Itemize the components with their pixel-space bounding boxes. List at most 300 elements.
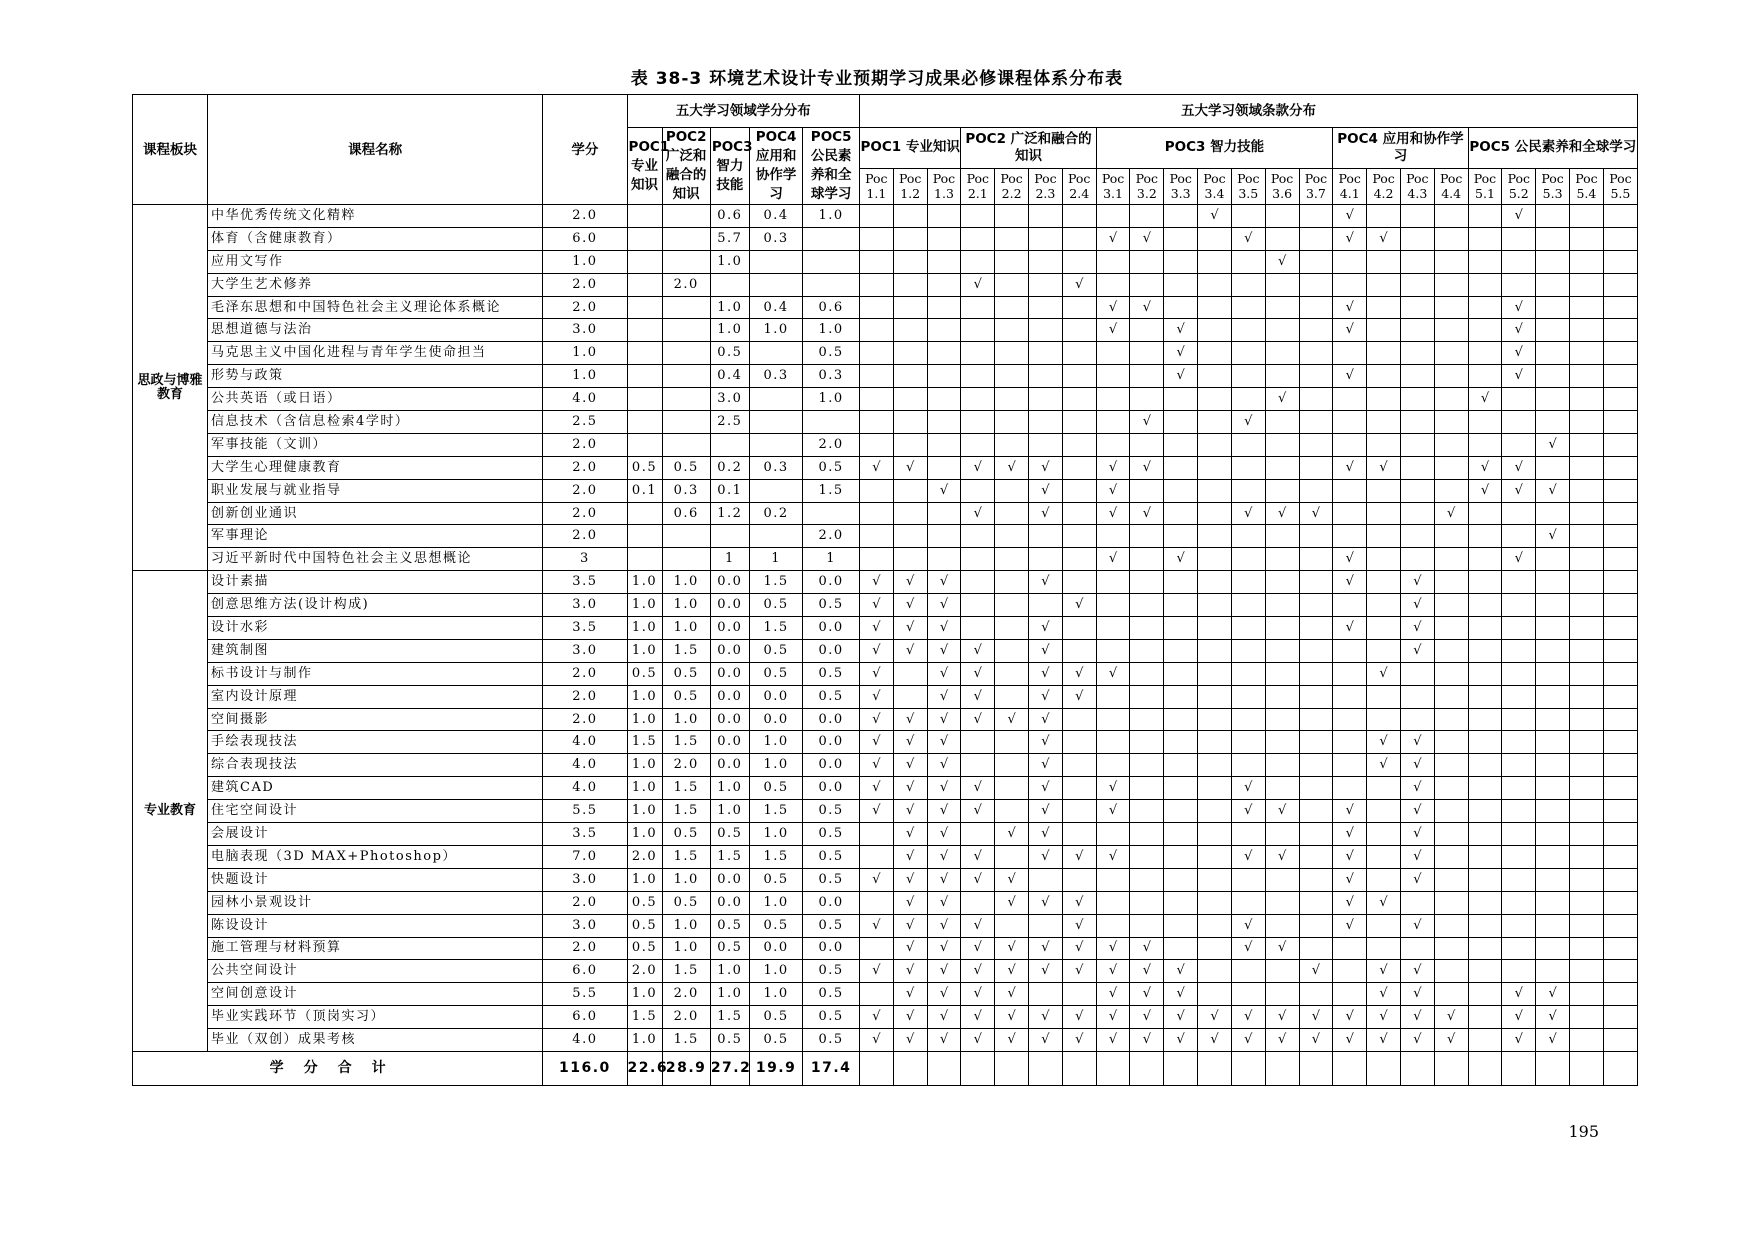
course-credits: 3.5: [543, 823, 627, 846]
check-mark: √: [927, 708, 961, 731]
check-mark: √: [927, 983, 961, 1006]
empty-cell: [1096, 639, 1130, 662]
check-mark: √: [927, 754, 961, 777]
course-credits: 4.0: [543, 1029, 627, 1052]
empty-cell: [1130, 525, 1164, 548]
check-mark: √: [927, 662, 961, 685]
check-mark: √: [1502, 342, 1536, 365]
check-mark: √: [893, 594, 927, 617]
empty-cell: [1062, 250, 1096, 273]
credit-dist-cell: [662, 411, 710, 434]
empty-cell: [1164, 731, 1198, 754]
table-row: [133, 205, 1638, 228]
course-name: 职业发展与就业指导: [208, 479, 543, 502]
empty-cell: [1130, 914, 1164, 937]
check-mark: √: [927, 823, 961, 846]
empty-cell: [1299, 594, 1333, 617]
empty-cell: [1096, 708, 1130, 731]
empty-cell: [1029, 983, 1063, 1006]
credit-dist-cell: 1.0: [710, 983, 749, 1006]
empty-cell: [1434, 388, 1468, 411]
check-mark: √: [893, 1029, 927, 1052]
header-poc-group: POC3 智力技能: [1096, 128, 1333, 169]
empty-cell: [1434, 617, 1468, 640]
check-mark: √: [995, 708, 1029, 731]
credit-dist-cell: 1.0: [662, 914, 710, 937]
check-mark: √: [1130, 502, 1164, 525]
empty-cell: [1603, 800, 1637, 823]
check-mark: √: [893, 456, 927, 479]
check-mark: √: [961, 960, 995, 983]
empty-cell: [1468, 937, 1502, 960]
check-mark: √: [1536, 525, 1570, 548]
empty-cell: [1502, 708, 1536, 731]
empty-cell: [927, 433, 961, 456]
empty-cell: [1333, 639, 1367, 662]
empty-cell: [1434, 594, 1468, 617]
check-mark: √: [893, 823, 927, 846]
table-row: [133, 1006, 1638, 1029]
check-mark: √: [927, 1029, 961, 1052]
check-mark: √: [1096, 1029, 1130, 1052]
empty-cell: [1231, 594, 1265, 617]
course-credits: 3.0: [543, 639, 627, 662]
empty-cell: [1231, 571, 1265, 594]
check-mark: √: [1096, 319, 1130, 342]
credit-dist-cell: 0.4: [749, 205, 802, 228]
credit-dist-cell: 0.5: [627, 662, 662, 685]
empty-cell: [1198, 502, 1232, 525]
empty-cell: [1333, 731, 1367, 754]
empty-cell: [859, 411, 893, 434]
credit-dist-cell: 1.0: [749, 823, 802, 846]
course-credits: 6.0: [543, 1006, 627, 1029]
credit-dist-cell: 1.0: [710, 960, 749, 983]
check-mark: √: [1231, 845, 1265, 868]
check-mark: √: [961, 914, 995, 937]
course-name: 手绘表现技法: [208, 731, 543, 754]
course-credits: 4.0: [543, 777, 627, 800]
empty-cell: [1062, 411, 1096, 434]
check-mark: √: [1536, 983, 1570, 1006]
empty-cell: [1603, 639, 1637, 662]
empty-cell: [1333, 777, 1367, 800]
empty-cell: [1164, 1051, 1198, 1085]
empty-cell: [1299, 319, 1333, 342]
empty-cell: [1130, 342, 1164, 365]
check-mark: √: [1029, 1006, 1063, 1029]
credit-dist-cell: 0.0: [803, 754, 860, 777]
empty-cell: [1434, 227, 1468, 250]
check-mark: √: [1029, 639, 1063, 662]
credit-dist-cell: 0.3: [662, 479, 710, 502]
empty-cell: [995, 296, 1029, 319]
empty-cell: [1265, 525, 1299, 548]
credit-dist-cell: 2.0: [662, 273, 710, 296]
empty-cell: [1299, 731, 1333, 754]
empty-cell: [995, 914, 1029, 937]
empty-cell: [1536, 960, 1570, 983]
empty-cell: [1603, 571, 1637, 594]
course-name: 大学生艺术修养: [208, 273, 543, 296]
check-mark: √: [1062, 937, 1096, 960]
check-mark: √: [995, 823, 1029, 846]
credit-dist-cell: [710, 525, 749, 548]
empty-cell: [1265, 617, 1299, 640]
check-mark: √: [1333, 365, 1367, 388]
empty-cell: [1570, 685, 1604, 708]
empty-cell: [1367, 205, 1401, 228]
empty-cell: [1164, 708, 1198, 731]
table-row: [133, 273, 1638, 296]
empty-cell: [1198, 754, 1232, 777]
credit-dist-cell: 0.2: [749, 502, 802, 525]
course-credits: 2.0: [543, 685, 627, 708]
credit-dist-cell: 1.5: [710, 845, 749, 868]
empty-cell: [1434, 250, 1468, 273]
empty-cell: [927, 548, 961, 571]
credit-dist-cell: 1.0: [627, 617, 662, 640]
check-mark: √: [927, 731, 961, 754]
check-mark: √: [1367, 731, 1401, 754]
credit-dist-cell: 1.0: [710, 250, 749, 273]
empty-cell: [1029, 1051, 1063, 1085]
course-credits: 2.0: [543, 456, 627, 479]
empty-cell: [1231, 754, 1265, 777]
empty-cell: [1400, 479, 1434, 502]
empty-cell: [961, 1051, 995, 1085]
empty-cell: [1299, 639, 1333, 662]
empty-cell: [927, 319, 961, 342]
credit-dist-cell: 1.0: [627, 1029, 662, 1052]
empty-cell: [1164, 845, 1198, 868]
credit-dist-cell: 1.0: [627, 571, 662, 594]
credit-dist-cell: 1.5: [627, 731, 662, 754]
empty-cell: [1468, 1051, 1502, 1085]
credit-dist-cell: 0.0: [803, 891, 860, 914]
check-mark: √: [927, 594, 961, 617]
empty-cell: [1265, 777, 1299, 800]
empty-cell: [1231, 273, 1265, 296]
credit-dist-cell: [627, 227, 662, 250]
empty-cell: [859, 250, 893, 273]
check-mark: √: [1367, 1006, 1401, 1029]
empty-cell: [1265, 433, 1299, 456]
header-poc-sub: Poc 1.3: [927, 168, 961, 204]
empty-cell: [961, 479, 995, 502]
empty-cell: [1130, 639, 1164, 662]
check-mark: √: [893, 845, 927, 868]
empty-cell: [1198, 960, 1232, 983]
empty-cell: [1468, 342, 1502, 365]
empty-cell: [995, 617, 1029, 640]
check-mark: √: [1164, 1029, 1198, 1052]
empty-cell: [1367, 548, 1401, 571]
total-row: [133, 1051, 1638, 1085]
course-credits: 3: [543, 548, 627, 571]
empty-cell: [1333, 960, 1367, 983]
check-mark: √: [1198, 1029, 1232, 1052]
empty-cell: [1400, 342, 1434, 365]
check-mark: √: [1062, 662, 1096, 685]
empty-cell: [893, 479, 927, 502]
empty-cell: [1603, 845, 1637, 868]
empty-cell: [893, 250, 927, 273]
course-name: 中华优秀传统文化精粹: [208, 205, 543, 228]
empty-cell: [859, 433, 893, 456]
credit-dist-cell: [749, 479, 802, 502]
check-mark: √: [893, 777, 927, 800]
empty-cell: [1367, 685, 1401, 708]
check-mark: √: [1164, 960, 1198, 983]
empty-cell: [1502, 800, 1536, 823]
empty-cell: [961, 342, 995, 365]
course-credits: 3.0: [543, 868, 627, 891]
check-mark: √: [1062, 960, 1096, 983]
empty-cell: [1400, 685, 1434, 708]
empty-cell: [1502, 777, 1536, 800]
empty-cell: [1198, 571, 1232, 594]
empty-cell: [1367, 639, 1401, 662]
empty-cell: [961, 296, 995, 319]
check-mark: √: [1029, 617, 1063, 640]
empty-cell: [893, 227, 927, 250]
empty-cell: [1096, 594, 1130, 617]
course-name: 信息技术（含信息检索4学时）: [208, 411, 543, 434]
header-credit-col: POC5 公民素养和全球学习: [803, 128, 860, 205]
check-mark: √: [1468, 456, 1502, 479]
empty-cell: [1434, 319, 1468, 342]
empty-cell: [1536, 708, 1570, 731]
empty-cell: [1434, 479, 1468, 502]
check-mark: √: [1333, 617, 1367, 640]
empty-cell: [995, 639, 1029, 662]
empty-cell: [1231, 1051, 1265, 1085]
empty-cell: [1603, 1051, 1637, 1085]
empty-cell: [1468, 983, 1502, 1006]
credit-dist-cell: 0.1: [627, 479, 662, 502]
check-mark: √: [1062, 685, 1096, 708]
check-mark: √: [1096, 548, 1130, 571]
credit-dist-cell: 5.7: [710, 227, 749, 250]
empty-cell: [1130, 731, 1164, 754]
check-mark: √: [1130, 456, 1164, 479]
course-name: 电脑表现（3D MAX+Photoshop）: [208, 845, 543, 868]
empty-cell: [893, 205, 927, 228]
empty-cell: [1570, 433, 1604, 456]
check-mark: √: [1400, 800, 1434, 823]
empty-cell: [1062, 342, 1096, 365]
empty-cell: [1130, 891, 1164, 914]
empty-cell: [1299, 433, 1333, 456]
check-mark: √: [1400, 571, 1434, 594]
empty-cell: [859, 548, 893, 571]
empty-cell: [995, 571, 1029, 594]
empty-cell: [1570, 411, 1604, 434]
empty-cell: [1333, 388, 1367, 411]
empty-cell: [1062, 777, 1096, 800]
check-mark: √: [1502, 319, 1536, 342]
empty-cell: [1536, 227, 1570, 250]
empty-cell: [1164, 296, 1198, 319]
check-mark: √: [1333, 1029, 1367, 1052]
empty-cell: [1231, 868, 1265, 891]
empty-cell: [859, 479, 893, 502]
empty-cell: [995, 319, 1029, 342]
empty-cell: [1096, 250, 1130, 273]
check-mark: √: [859, 800, 893, 823]
check-mark: √: [1029, 479, 1063, 502]
header-course: 课程名称: [208, 95, 543, 205]
block-name: 思政与博雅教育: [133, 205, 208, 571]
table-row: [133, 411, 1638, 434]
empty-cell: [859, 823, 893, 846]
check-mark: √: [1536, 479, 1570, 502]
empty-cell: [1367, 823, 1401, 846]
empty-cell: [1603, 479, 1637, 502]
empty-cell: [927, 227, 961, 250]
credit-dist-cell: 2.0: [803, 525, 860, 548]
empty-cell: [927, 273, 961, 296]
table-row: [133, 891, 1638, 914]
empty-cell: [1536, 937, 1570, 960]
course-name: 形势与政策: [208, 365, 543, 388]
empty-cell: [1299, 365, 1333, 388]
check-mark: √: [995, 1006, 1029, 1029]
credit-dist-cell: 0.5: [627, 914, 662, 937]
empty-cell: [1502, 685, 1536, 708]
check-mark: √: [1096, 800, 1130, 823]
course-credits: 2.0: [543, 479, 627, 502]
empty-cell: [859, 891, 893, 914]
check-mark: √: [1062, 845, 1096, 868]
credit-dist-cell: 0.5: [749, 1006, 802, 1029]
empty-cell: [1502, 960, 1536, 983]
course-name: 创新创业通识: [208, 502, 543, 525]
header-row: [133, 95, 1638, 128]
check-mark: √: [1400, 983, 1434, 1006]
course-name: 毛泽东思想和中国特色社会主义理论体系概论: [208, 296, 543, 319]
empty-cell: [1536, 731, 1570, 754]
check-mark: √: [1299, 960, 1333, 983]
page-number: 195: [1568, 1122, 1599, 1141]
credit-dist-cell: 0.0: [710, 594, 749, 617]
empty-cell: [1198, 891, 1232, 914]
credit-dist-cell: 2.0: [627, 960, 662, 983]
check-mark: √: [1198, 1006, 1232, 1029]
empty-cell: [1468, 273, 1502, 296]
check-mark: √: [1029, 823, 1063, 846]
course-name: 应用文写作: [208, 250, 543, 273]
credit-dist-cell: 0.0: [803, 617, 860, 640]
empty-cell: [1570, 1051, 1604, 1085]
empty-cell: [1434, 754, 1468, 777]
empty-cell: [1164, 388, 1198, 411]
empty-cell: [927, 456, 961, 479]
empty-cell: [1265, 914, 1299, 937]
empty-cell: [893, 273, 927, 296]
check-mark: √: [1130, 960, 1164, 983]
empty-cell: [1164, 479, 1198, 502]
empty-cell: [1603, 296, 1637, 319]
credit-dist-cell: [627, 342, 662, 365]
check-mark: √: [1231, 800, 1265, 823]
empty-cell: [1468, 891, 1502, 914]
credit-dist-cell: 3.0: [710, 388, 749, 411]
credit-dist-cell: 1.0: [627, 708, 662, 731]
credit-dist-cell: 0.5: [749, 914, 802, 937]
empty-cell: [1198, 433, 1232, 456]
empty-cell: [1468, 639, 1502, 662]
empty-cell: [1265, 708, 1299, 731]
credit-dist-cell: 0.0: [749, 937, 802, 960]
header-poc-group: POC5 公民素养和全球学习: [1468, 128, 1637, 169]
credit-dist-cell: [662, 525, 710, 548]
empty-cell: [1367, 479, 1401, 502]
credit-dist-cell: 0.5: [710, 937, 749, 960]
empty-cell: [1434, 273, 1468, 296]
empty-cell: [1096, 891, 1130, 914]
empty-cell: [1570, 296, 1604, 319]
empty-cell: [1434, 845, 1468, 868]
check-mark: √: [927, 868, 961, 891]
check-mark: √: [1502, 365, 1536, 388]
credit-dist-cell: [627, 273, 662, 296]
header-credit-col: POC3 智力技能: [710, 128, 749, 205]
credit-dist-cell: 0.5: [627, 937, 662, 960]
empty-cell: [1198, 365, 1232, 388]
check-mark: √: [859, 777, 893, 800]
credit-dist-cell: 0.3: [749, 227, 802, 250]
table-row: [133, 571, 1638, 594]
credit-dist-cell: 0.5: [803, 662, 860, 685]
credit-dist-cell: [803, 250, 860, 273]
curriculum-table: [132, 94, 1638, 1086]
empty-cell: [1333, 754, 1367, 777]
course-credits: 3.0: [543, 319, 627, 342]
empty-cell: [995, 433, 1029, 456]
empty-cell: [1299, 1051, 1333, 1085]
empty-cell: [1299, 571, 1333, 594]
course-credits: 2.0: [543, 296, 627, 319]
empty-cell: [1198, 342, 1232, 365]
course-credits: 5.5: [543, 983, 627, 1006]
check-mark: √: [893, 868, 927, 891]
empty-cell: [1434, 708, 1468, 731]
check-mark: √: [893, 754, 927, 777]
credit-dist-cell: 1.0: [662, 571, 710, 594]
credit-dist-cell: 1.5: [662, 800, 710, 823]
empty-cell: [1029, 365, 1063, 388]
empty-cell: [1231, 685, 1265, 708]
credit-dist-cell: 0.3: [749, 456, 802, 479]
check-mark: √: [961, 685, 995, 708]
empty-cell: [927, 525, 961, 548]
check-mark: √: [995, 937, 1029, 960]
course-name: 建筑CAD: [208, 777, 543, 800]
credit-dist-cell: 1.0: [710, 296, 749, 319]
empty-cell: [1468, 1006, 1502, 1029]
course-name: 马克思主义中国化进程与青年学生使命担当: [208, 342, 543, 365]
empty-cell: [1536, 891, 1570, 914]
empty-cell: [1265, 594, 1299, 617]
header-credit-col: POC1 专业知识: [627, 128, 662, 205]
check-mark: √: [893, 639, 927, 662]
empty-cell: [1299, 685, 1333, 708]
empty-cell: [1603, 1006, 1637, 1029]
credit-dist-cell: 0.5: [749, 639, 802, 662]
empty-cell: [1603, 594, 1637, 617]
